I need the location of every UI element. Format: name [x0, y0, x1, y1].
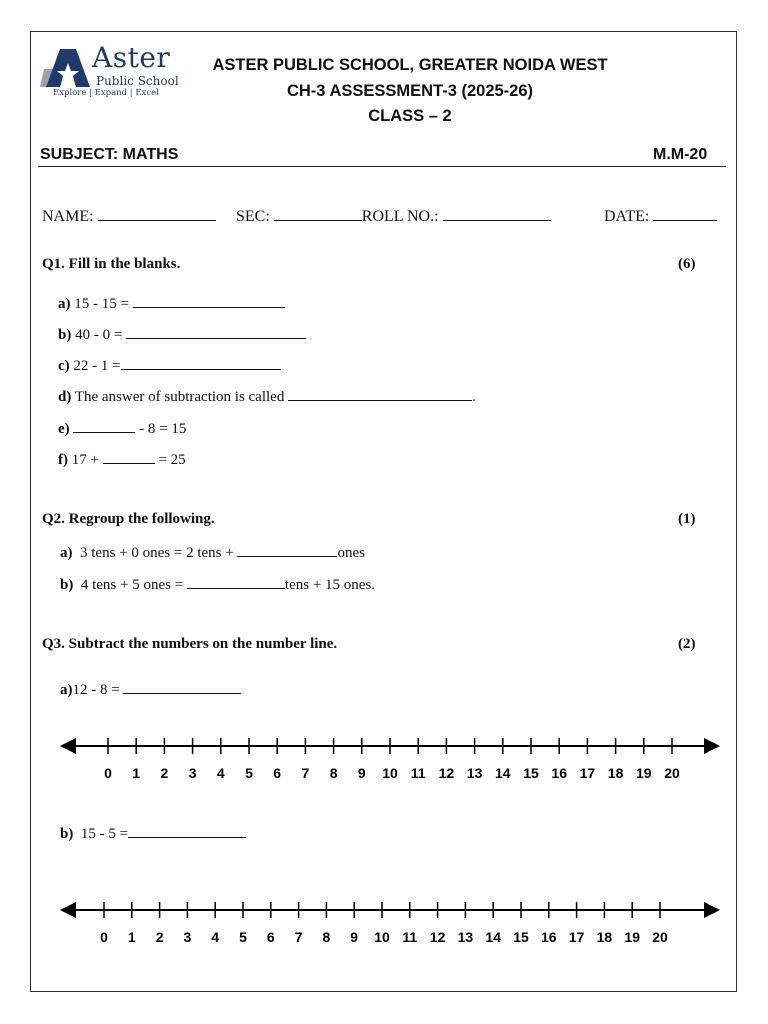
- tick-label: 1: [132, 765, 141, 781]
- item-text: 12 - 8 =: [72, 682, 120, 698]
- assessment-title: CH-3 ASSESSMENT-3 (2025-26): [286, 82, 534, 100]
- tick-label: 10: [382, 765, 398, 781]
- answer-blank[interactable]: [103, 449, 155, 464]
- tick-label: 6: [266, 929, 275, 945]
- tick-label: 11: [402, 929, 418, 945]
- tick-label: 6: [273, 765, 282, 781]
- item-text: 3 tens + 0 ones = 2 tens +: [80, 545, 234, 561]
- q1-item-d: [58, 386, 476, 406]
- left-arrow-icon: [60, 738, 76, 754]
- tick-label: 2: [155, 929, 164, 945]
- tick-label: 17: [568, 929, 585, 945]
- number-line-a: [60, 728, 720, 788]
- answer-blank[interactable]: [73, 418, 135, 433]
- class-title: CLASS – 2: [368, 107, 452, 125]
- right-arrow-icon: [704, 902, 720, 918]
- date-label: DATE:: [604, 208, 650, 225]
- q1-item-a: [58, 293, 285, 313]
- item-label: a): [60, 545, 73, 561]
- name-field[interactable]: [42, 206, 216, 226]
- number-line-ticks: [100, 902, 668, 945]
- item-text: .: [472, 389, 476, 405]
- item-text: ones: [337, 545, 365, 561]
- item-label: e): [58, 421, 70, 437]
- sec-field[interactable]: [236, 206, 551, 226]
- q3-item-a: [60, 679, 241, 699]
- item-label: c): [58, 358, 70, 374]
- item-label: b): [60, 577, 74, 593]
- item-text: 22 - 1 =: [73, 358, 121, 374]
- item-text: 17 +: [71, 452, 99, 468]
- tick-label: 14: [495, 765, 511, 781]
- tick-label: 8: [329, 765, 338, 781]
- date-field[interactable]: [604, 206, 717, 226]
- answer-blank[interactable]: [187, 574, 285, 589]
- q3-title: Q3. Subtract the numbers on the number line.: [42, 636, 338, 652]
- item-label: b): [58, 327, 72, 343]
- tick-label: 4: [211, 929, 220, 945]
- left-arrow-icon: [60, 902, 76, 918]
- roll-blank[interactable]: [443, 206, 551, 221]
- answer-blank[interactable]: [288, 386, 472, 401]
- tick-label: 19: [624, 929, 640, 945]
- tick-label: 16: [551, 765, 567, 781]
- q2-item-a: [60, 542, 365, 562]
- tick-label: 10: [374, 929, 390, 945]
- header-divider: [38, 166, 726, 167]
- item-text: = 25: [158, 452, 186, 468]
- q1-item-e: [58, 418, 186, 438]
- q2-title: Q2. Regroup the following.: [42, 511, 215, 527]
- subject-label: SUBJECT: MATHS: [40, 146, 179, 163]
- tick-label: 5: [239, 929, 247, 945]
- q1-item-f: [58, 449, 186, 469]
- name-label: NAME:: [42, 208, 94, 225]
- logo-subtitle: Public School: [96, 74, 179, 88]
- item-label: f): [58, 452, 68, 468]
- tick-label: 16: [541, 929, 557, 945]
- item-label: d): [58, 389, 72, 405]
- q3-marks: (2): [678, 636, 696, 652]
- answer-blank[interactable]: [128, 823, 246, 838]
- sec-blank[interactable]: [274, 206, 362, 221]
- max-marks: M.M-20: [653, 146, 708, 163]
- tick-label: 2: [160, 765, 169, 781]
- q1-item-c: [58, 355, 281, 375]
- star-a-logo-icon: [40, 47, 96, 91]
- q1-item-b: [58, 324, 306, 344]
- tick-label: 12: [438, 765, 455, 781]
- tick-label: 8: [322, 929, 331, 945]
- q3-item-b: [60, 823, 246, 843]
- tick-label: 1: [127, 929, 136, 945]
- answer-blank[interactable]: [126, 324, 306, 339]
- q2-marks: (1): [678, 511, 696, 527]
- tick-label: 15: [513, 929, 529, 945]
- tick-label: 7: [301, 765, 310, 781]
- tick-label: 18: [596, 929, 613, 945]
- item-label: a): [60, 682, 73, 698]
- q2-item-b: [60, 574, 375, 594]
- tick-label: 14: [485, 929, 501, 945]
- answer-blank[interactable]: [121, 355, 281, 370]
- item-text: 40 - 0 =: [75, 327, 123, 343]
- tick-label: 0: [104, 765, 112, 781]
- tick-label: 3: [188, 765, 197, 781]
- answer-blank[interactable]: [133, 293, 285, 308]
- date-blank[interactable]: [653, 206, 717, 221]
- school-title: ASTER PUBLIC SCHOOL, GREATER NOIDA WEST: [212, 56, 608, 74]
- tick-label: 3: [183, 929, 192, 945]
- tick-label: 11: [410, 765, 426, 781]
- tick-label: 0: [100, 929, 108, 945]
- tick-label: 19: [636, 765, 652, 781]
- number-line-ticks: [104, 738, 680, 781]
- roll-label: ROLL NO.:: [361, 208, 439, 225]
- q1-title: Q1. Fill in the blanks.: [42, 256, 181, 272]
- logo-name: Aster: [92, 41, 171, 74]
- tick-label: 5: [245, 765, 253, 781]
- tick-label: 7: [294, 929, 303, 945]
- tick-label: 20: [652, 929, 668, 945]
- number-line-b: [60, 892, 720, 952]
- tick-label: 17: [579, 765, 596, 781]
- sec-label: SEC:: [236, 208, 270, 225]
- tick-label: 18: [607, 765, 624, 781]
- answer-blank[interactable]: [123, 679, 241, 694]
- right-arrow-icon: [704, 738, 720, 754]
- tick-label: 13: [457, 929, 474, 945]
- item-label: a): [58, 296, 71, 312]
- item-text: tens + 15 ones.: [284, 577, 376, 593]
- item-text: 15 - 15 =: [74, 296, 129, 312]
- logo-tagline: Explore | Expand | Excel: [53, 88, 159, 98]
- tick-label: 9: [357, 765, 366, 781]
- item-text: - 8 = 15: [139, 421, 187, 437]
- tick-label: 13: [466, 765, 483, 781]
- tick-label: 20: [664, 765, 680, 781]
- tick-label: 15: [523, 765, 539, 781]
- name-blank[interactable]: [98, 206, 216, 221]
- tick-label: 12: [429, 929, 446, 945]
- tick-label: 9: [350, 929, 359, 945]
- answer-blank[interactable]: [237, 542, 337, 557]
- school-logo: [40, 41, 180, 101]
- tick-label: 4: [216, 765, 225, 781]
- item-text: 4 tens + 5 ones =: [80, 577, 184, 593]
- item-text: The answer of subtraction is called: [74, 389, 285, 405]
- q1-marks: (6): [678, 256, 696, 272]
- item-label: b): [60, 826, 74, 842]
- item-text: 15 - 5 =: [80, 826, 129, 842]
